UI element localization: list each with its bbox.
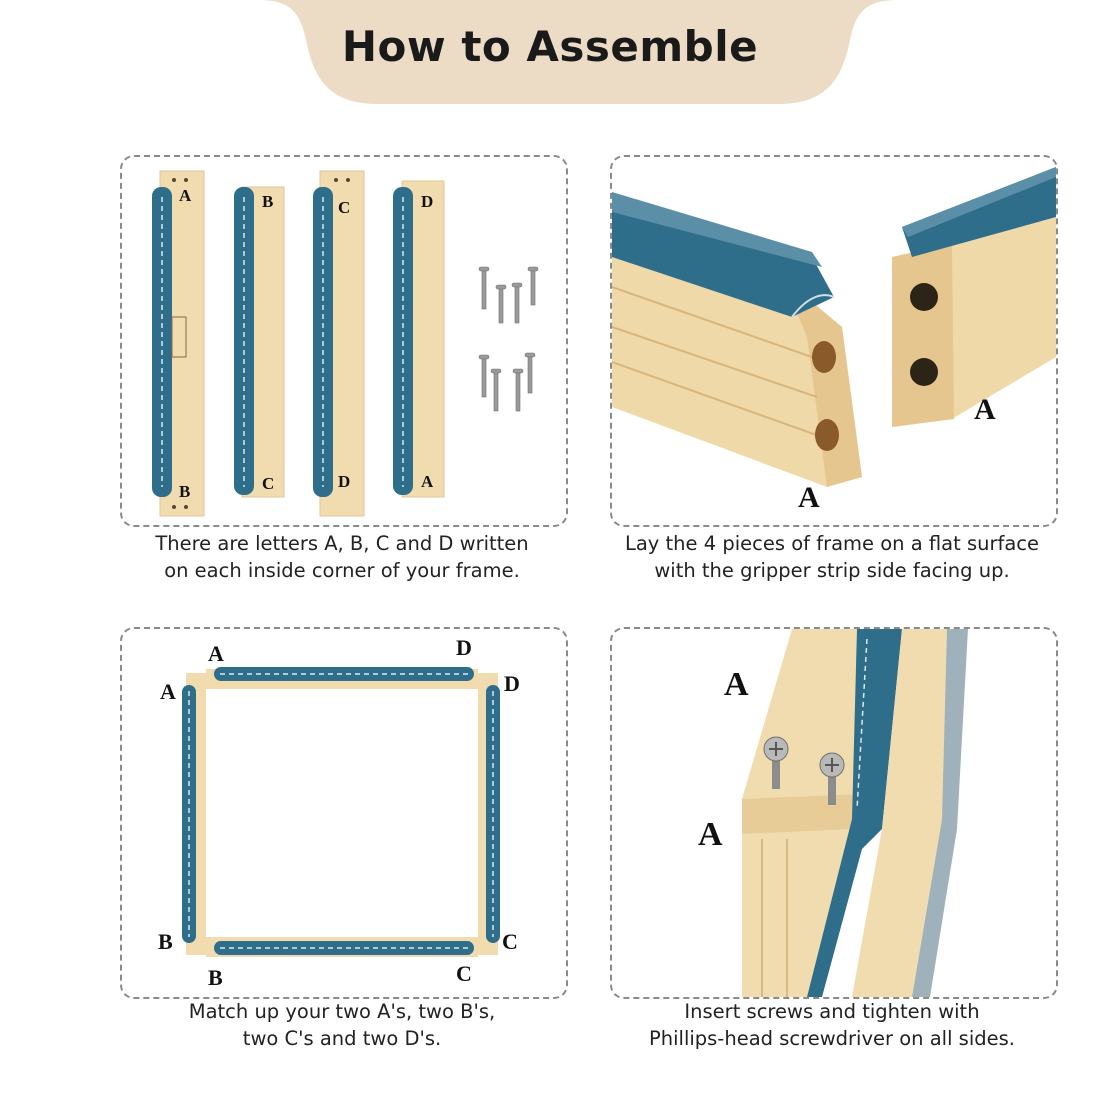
step-3-caption-line-2: two C's and two D's. <box>242 1027 442 1050</box>
page-title: How to Assemble <box>341 22 759 71</box>
piece-3-top-letter: C <box>338 198 351 217</box>
bottom-right-letter: C <box>456 961 472 986</box>
step-2-illustration <box>612 157 1056 525</box>
piece-1-bottom-letter: B <box>179 482 191 501</box>
step-4-caption-line-2: Phillips-head screwdriver on all sides. <box>648 1027 1015 1050</box>
step-4-illustration <box>612 629 1056 997</box>
piece-4-top-letter: D <box>421 192 434 211</box>
step-4-panel <box>610 627 1058 999</box>
left-bottom-letter: B <box>158 929 173 954</box>
step-1-caption-line-2: on each inside corner of your frame. <box>164 559 520 582</box>
screws-group <box>479 267 538 411</box>
step-3-caption <box>120 998 564 1052</box>
step-1-caption-line-1: There are letters A, B, C and D written <box>155 532 529 555</box>
right-piece-letter: A <box>974 393 996 426</box>
bottom-left-letter: B <box>208 965 223 990</box>
right-frame-piece <box>892 167 1056 427</box>
step-3-illustration <box>122 629 566 997</box>
left-piece-letter: A <box>798 481 820 514</box>
step-2-panel <box>610 155 1058 527</box>
top-left-letter: A <box>208 641 224 666</box>
piece-3-bottom-letter: D <box>338 472 351 491</box>
step-1-illustration <box>122 157 566 525</box>
frame-corner <box>742 629 968 997</box>
left-top-letter: A <box>160 679 176 704</box>
step-2-caption-line-1: Lay the 4 pieces of frame on a flat surface <box>624 532 1040 555</box>
step-3-panel <box>120 627 568 999</box>
right-top-letter: D <box>504 671 520 696</box>
frame-piece-2 <box>234 187 284 497</box>
step-3-caption-line-1: Match up your two A's, two B's, <box>188 1000 496 1023</box>
step-2-caption <box>586 530 1078 584</box>
step-1-panel <box>120 155 568 527</box>
step-4-caption <box>600 998 1064 1052</box>
piece-4-bottom-letter: A <box>421 472 434 491</box>
frame-piece-1 <box>152 171 204 516</box>
side-letter: A <box>698 816 723 853</box>
step-1-caption <box>120 530 564 584</box>
top-right-letter: D <box>456 635 472 660</box>
frame-piece-3 <box>313 171 364 516</box>
step-2-caption-line-2: with the gripper strip side facing up. <box>654 559 1010 582</box>
top-letter: A <box>724 666 749 703</box>
piece-2-bottom-letter: C <box>262 474 275 493</box>
piece-2-top-letter: B <box>262 192 274 211</box>
step-4-caption-line-1: Insert screws and tighten with <box>684 1000 980 1023</box>
left-frame-piece <box>612 192 862 487</box>
right-bottom-letter: C <box>502 929 518 954</box>
piece-1-top-letter: A <box>179 186 192 205</box>
frame-piece-4 <box>393 181 444 497</box>
